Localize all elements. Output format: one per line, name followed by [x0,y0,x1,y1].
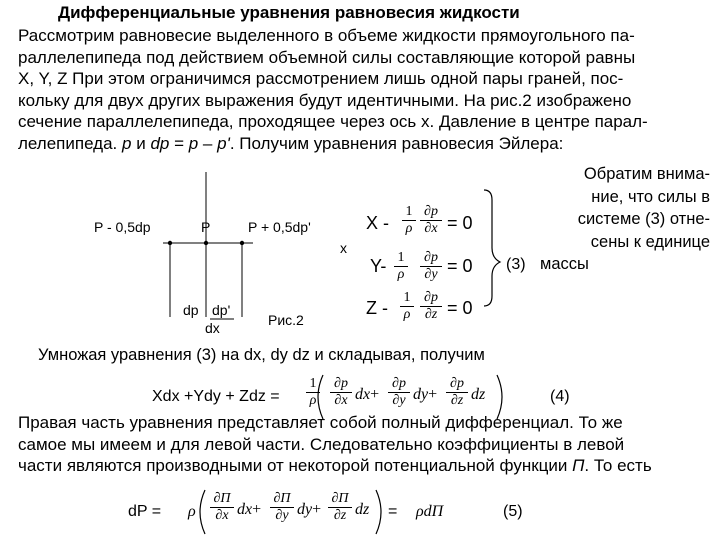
figure-caption: Рис.2 [268,312,304,328]
page-title: Дифференциальные уравнения равновесия жидкости [58,3,520,22]
eq4-number: (4) [550,388,570,405]
label-p-plus: P + 0,5dp' [248,219,311,235]
eq5-dy: dy+ [297,501,322,518]
eq5-dPidz: ∂П ∂z [328,491,352,524]
dp-label: dp [183,302,199,318]
conclusion-line: самое мы имеем и для левой части. Следовательно коэффициенты в левой [18,434,625,454]
paren-right-eq5 [376,490,381,534]
eq5-rhs: ρdП [416,503,444,520]
dx-label: dx [205,320,220,336]
eq-y-dpdy: $\frac{\partial p}{\partial y}$ [420,250,442,283]
system-brace [484,190,500,306]
eq-z-dpdz: $\frac{\partial p}{\partial z}$ [420,290,442,323]
intro-line: X, Y, Z При этом ограничимся рассмотрением лишь одной пары граней, пос- [18,69,624,88]
eq5-rho: ρ [188,503,196,520]
eq-y-term: Y- [370,256,387,276]
eq-z-zero: = 0 [447,298,473,318]
side-note-line: массы [540,255,589,273]
eq4-dx: dx+ [355,386,380,403]
side-note-line: системе (3) отне- [577,210,710,228]
eq-y-one-over-rho: $\frac{1}{\rho}$ [394,250,408,283]
conclusion-line: Правая часть уравнения представляет собой полный дифференциал. То же [18,413,623,432]
eq5-dz: dz [355,501,370,518]
eq-z-term: Z - [366,298,388,318]
eq5-number: (5) [503,503,523,520]
eq4-lhs: Xdx +Ydy + Zdz = [152,388,280,405]
eq5-dPidy: ∂П ∂y [270,491,294,524]
paren-left-eq5 [200,490,205,534]
eq4-dpdy: $\frac{\partial p}{\partial y}$ [388,376,410,409]
eq4-dpdz: $\frac{\partial p}{\partial z}$ [446,376,468,409]
eq5-dPidx: ∂П ∂x [210,491,234,524]
side-note [540,163,710,276]
multiply-line: Умножая уравнения (3) на dx, dy dz и складывая, получим [38,346,485,364]
eq-x-zero: = 0 [447,213,473,233]
intro-line: Рассмотрим равновесие выделенного в объеме жидкости прямоугольного па- [18,26,635,45]
eq-x-term: X - [366,213,390,233]
eq-y-zero: = 0 [447,256,473,276]
axis-x-label: x [340,240,347,256]
side-note-line: ние, что силы в [591,187,710,206]
eq-x-dpdx: $\frac{\partial p}{\partial x}$ [420,204,442,237]
eq5-dx: dx+ [237,501,262,518]
label-p-minus: P - 0,5dp [94,219,151,235]
side-note-line: сены к единице [590,232,710,251]
intro-line: раллелепипеда под действием объемной силы составляющие которой равны [18,47,636,67]
conclusion-line-last: части являются производными от некоторой потенциальной функции П. То есть [18,456,652,475]
eq4-one-over-rho: $\frac{1}{\rho}$ [306,376,320,409]
eq5-lhs: dP = [128,503,162,520]
dp-prime-label: dp' [212,302,231,318]
intro-line-last: лелепипеда. p и dp = p – p'. Получим уравнения равновесия Эйлера: [18,133,564,153]
side-note-line: Обратим внима- [583,165,710,183]
system-number: (3) [506,256,526,273]
label-p-center: P [201,219,211,235]
eq5-equals: = [388,503,398,520]
eq4-dy: dy+ [413,386,438,403]
eq-z-one-over-rho: $\frac{1}{\rho}$ [400,290,414,323]
conclusion-paragraph [18,412,708,477]
intro-line: сечение параллелепипеда, проходящее через ось x. Давление в центре парал- [18,112,648,131]
eq4-dz: dz [471,386,486,403]
eq-x-one-over-rho: $\frac{1}{\rho}$ [402,204,416,237]
intro-line: кольку для двух других выражения будут идентичными. На рис.2 изображено [18,90,632,110]
eq4-dpdx: $\frac{\partial p}{\partial x}$ [330,376,352,409]
center-point [204,241,208,245]
